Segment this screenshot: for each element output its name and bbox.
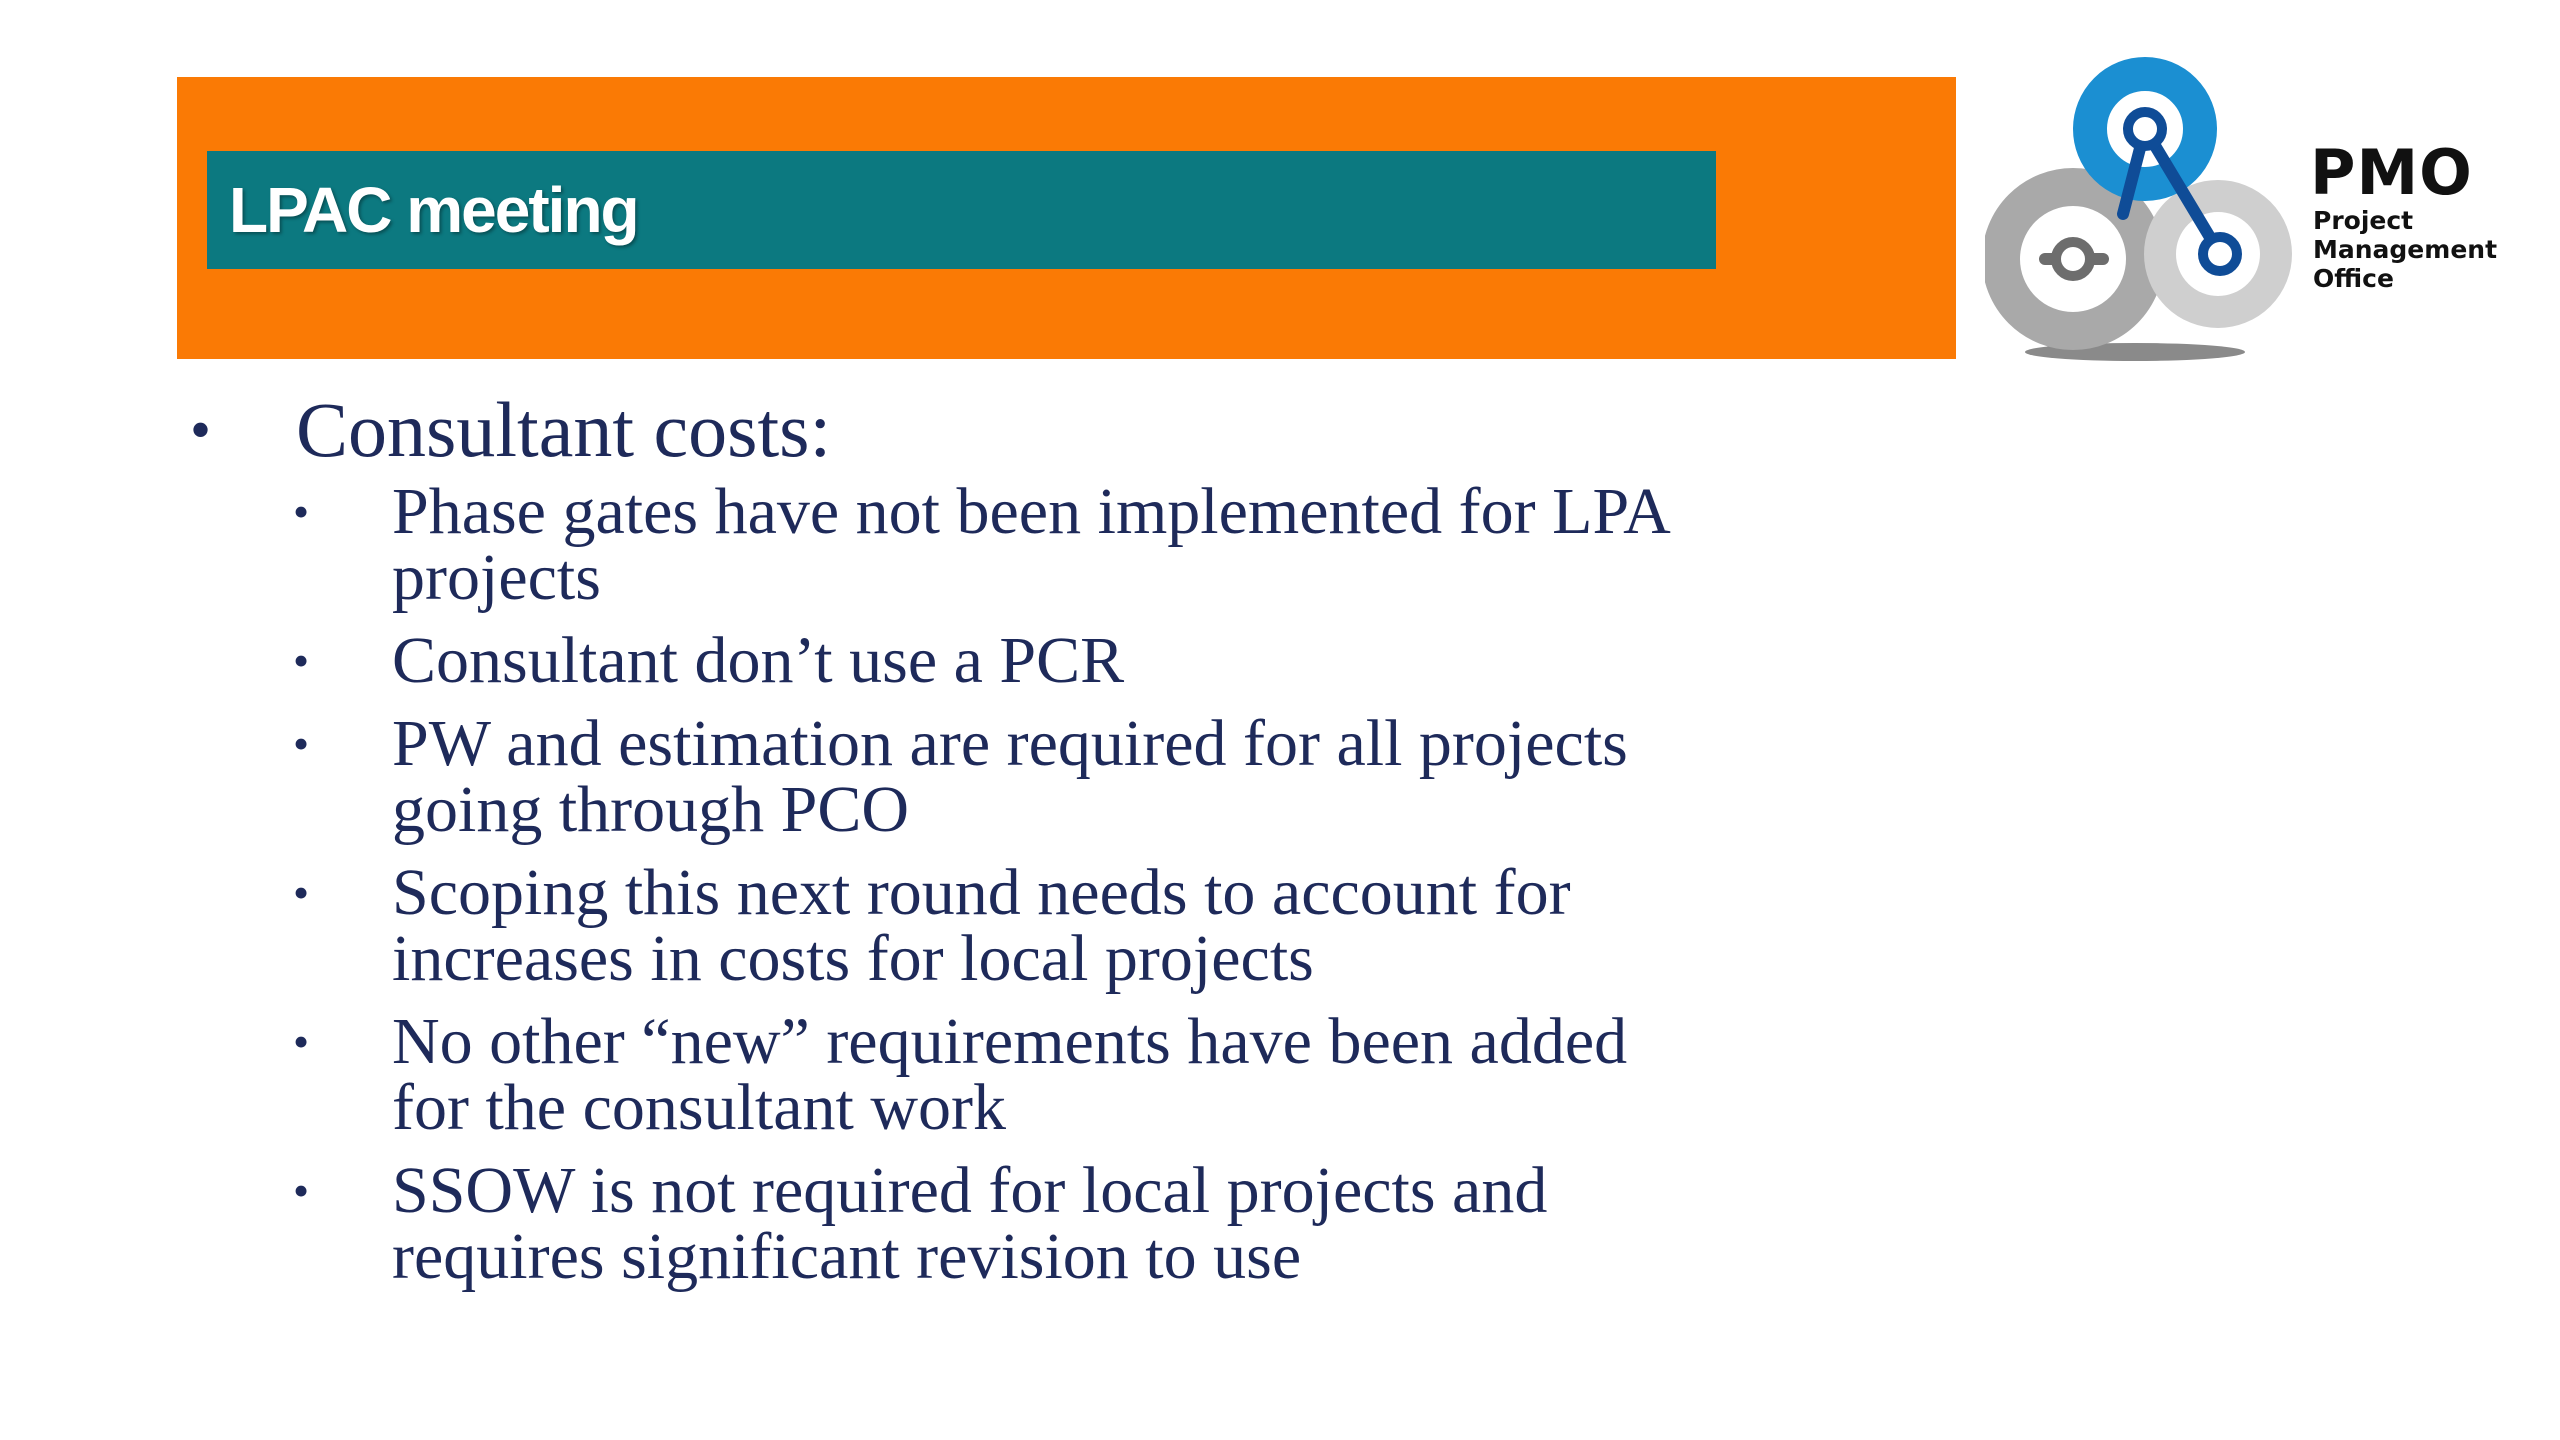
sub-bullet-item: [190, 1153, 2092, 1293]
sub-bullet-line-1: Phase gates have not been implemented for LPA: [392, 474, 1671, 548]
sub-bullet-item: [190, 474, 2092, 614]
logo-subtitle-line-1: Project: [2313, 206, 2414, 235]
sub-bullet-item: [190, 855, 2092, 995]
sub-bullet-item: [190, 623, 2092, 697]
bullet-item: [190, 385, 1990, 475]
sub-bullet-dot: •: [293, 1015, 310, 1067]
header-band: [177, 77, 1956, 359]
slide-body: [190, 385, 1990, 1307]
sub-bullet-item: [190, 706, 2092, 846]
title-bar: [207, 151, 1716, 269]
pmo-logo: [1985, 44, 2505, 374]
sub-bullet-line-1: Consultant don’t use a PCR: [392, 623, 1125, 697]
sub-bullet-dot: •: [293, 866, 310, 918]
bullet-text: Consultant costs:: [296, 386, 832, 473]
sub-bullet-line-1: No other “new” requirements have been added: [392, 1004, 1628, 1078]
sub-bullet-list: [190, 474, 1990, 1293]
logo-acronym: PMO: [2310, 136, 2473, 209]
logo-subtitle-line-3: Office: [2313, 264, 2394, 293]
pmo-logo-icon: [1985, 44, 2315, 374]
sub-bullet-item: [190, 1004, 2092, 1144]
sub-bullet-line-1: SSOW is not required for local projects and: [392, 1153, 1548, 1227]
sub-bullet-line-1: Scoping this next round needs to account for: [392, 855, 1571, 929]
slide-title: LPAC meeting: [229, 174, 638, 246]
sub-bullet-line-2: projects: [392, 540, 601, 614]
sub-bullet-dot: •: [293, 634, 310, 686]
sub-bullet-dot: •: [293, 717, 310, 769]
bullet-dot: •: [190, 397, 212, 463]
sub-bullet-line-1: PW and estimation are required for all projects: [392, 706, 1628, 780]
sub-bullet-dot: •: [293, 1164, 310, 1216]
sub-bullet-dot: •: [293, 485, 310, 537]
sub-bullet-line-2: for the consultant work: [392, 1070, 1007, 1144]
sub-bullet-line-2: going through PCO: [392, 772, 910, 846]
sub-bullet-line-2: requires significant revision to use: [392, 1219, 1302, 1293]
sub-bullet-line-2: increases in costs for local projects: [392, 921, 1314, 995]
logo-subtitle-line-2: Management: [2313, 235, 2498, 264]
